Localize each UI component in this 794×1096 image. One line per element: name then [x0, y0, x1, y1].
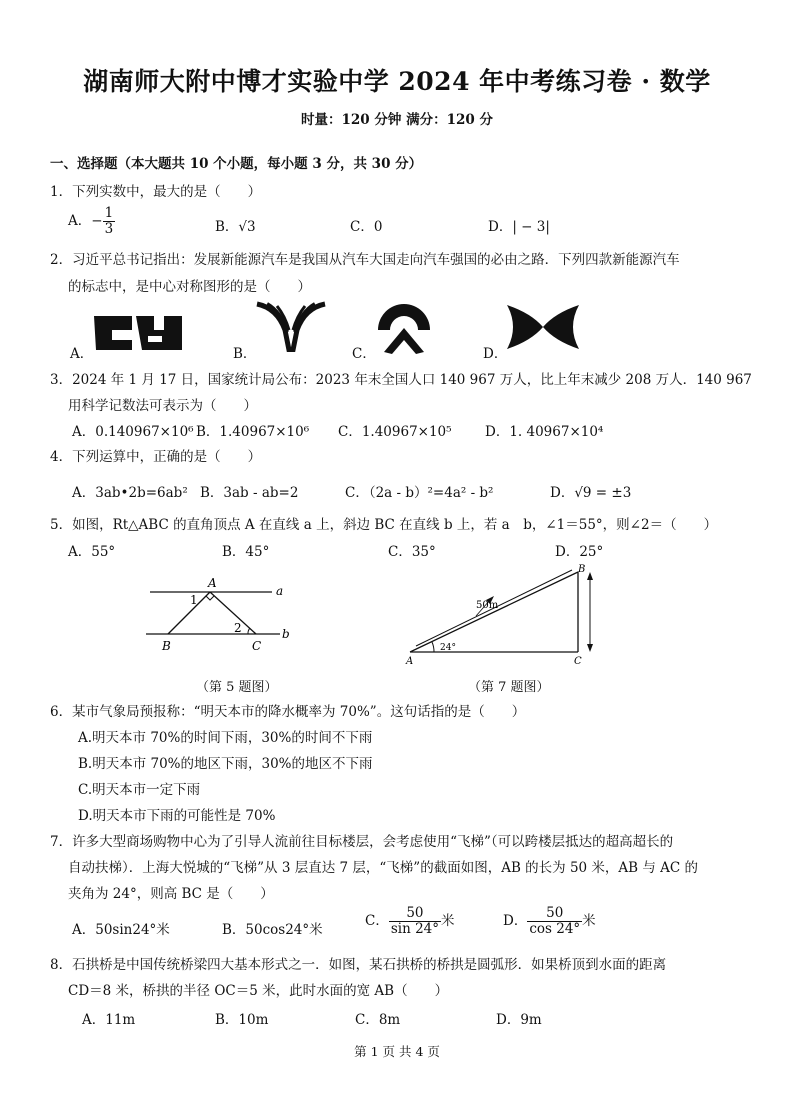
q6-option-c: C.明天本市一定下雨	[78, 782, 201, 798]
q8-stem-line1: 8．石拱桥是中国传统桥梁四大基本形式之一．如图，某石拱桥的桥拱是圆弧形．如果桥顶到水面的距离	[50, 957, 667, 973]
q2-option-c-label: C．	[352, 346, 376, 362]
q4-option-d: D．√9 = ±3	[550, 485, 632, 501]
q7-c-numerator: 50	[389, 906, 441, 922]
q8-option-a: A．11m	[82, 1012, 136, 1028]
q6-stem: 6．某市气象局预报称：“明天本市的降水概率为 70%”。这句话指的是（ ）	[50, 704, 526, 720]
page-title: 湖南师大附中博才实验中学 2024 年中考练习卷 · 数学	[83, 67, 711, 96]
q1-b-label: B．	[215, 219, 239, 235]
q3-option-b: B．1.40967×10⁶	[196, 424, 310, 440]
figure-7	[400, 560, 610, 666]
q7-option-c	[365, 906, 455, 937]
fig7-label-b-point: B	[578, 564, 586, 575]
logo-b-icon	[255, 300, 327, 352]
q2-stem-line1: 2．习近平总书记指出：发展新能源汽车是我国从汽车大国走向汽车强国的必由之路．下列四款新能源汽车	[50, 252, 680, 268]
q1-option-a	[68, 206, 115, 237]
q5-option-b: B．45°	[222, 544, 270, 560]
q7-option-d	[503, 906, 596, 937]
q4-stem: 4．下列运算中，正确的是（ ）	[50, 449, 262, 465]
logo-a-icon	[92, 312, 184, 354]
q1-a-fraction	[103, 206, 116, 237]
q8-option-d: D．9m	[496, 1012, 542, 1028]
q2-option-d-label: D．	[483, 346, 508, 362]
q7-option-b: B．50cos24°米	[222, 922, 323, 938]
q5-option-c: C．35°	[388, 544, 436, 560]
q5-option-a: A．55°	[68, 544, 116, 560]
fig7-label-a-point: A	[406, 656, 414, 666]
q8-stem-line2: CD＝8 米，桥拱的半径 OC＝5 米，此时水面的宽 AB（ ）	[68, 983, 449, 999]
q1-b-value: √3	[238, 219, 256, 235]
q1-a-sign: −	[91, 212, 103, 229]
q2-option-b-label: B．	[233, 346, 257, 362]
q1-a-label: A．	[68, 212, 92, 229]
logo-c-icon	[374, 302, 434, 356]
fig5-label-line-b: b	[282, 627, 290, 641]
q7-d-denominator: cos 24°	[529, 920, 581, 937]
logo-d-icon	[505, 303, 581, 351]
q7-c-denominator: sin 24°	[390, 920, 440, 937]
q7-d-label: D．	[503, 912, 528, 929]
q2-option-a-label: A．	[70, 346, 94, 362]
fig7-caption: （第 7 题图）	[468, 680, 550, 695]
q7-option-a: A．50sin24°米	[72, 922, 170, 938]
figure-5	[140, 570, 300, 655]
q3-stem-line2: 用科学记数法可表示为（ ）	[68, 398, 257, 414]
fig7-label-angle: 24°	[440, 643, 456, 653]
q7-stem-line2: 自动扶梯）．上海大悦城的“飞梯”从 3 层直达 7 层，“飞梯”的截面如图，AB 的长为 50 米，AB 与 AC 的	[68, 860, 699, 876]
fig7-label-length: 50m	[476, 600, 499, 611]
exam-meta: 时量：120 分钟 满分：120 分	[301, 112, 493, 128]
q6-option-a: A.明天本市 70%的时间下雨，30%的时间不下雨	[78, 730, 373, 746]
q1-option-c: C．0	[350, 219, 383, 235]
q7-d-fraction	[527, 906, 582, 937]
q1-stem: 1．下列实数中，最大的是（ ）	[50, 184, 262, 200]
q4-option-b: B．3ab - ab=2	[200, 485, 299, 501]
q6-option-d: D.明天本市下雨的可能性是 70%	[78, 808, 276, 824]
q1-option-b	[215, 215, 256, 235]
q1-a-denominator: 3	[104, 220, 114, 237]
q8-option-b: B．10m	[215, 1012, 269, 1028]
fig5-label-c-point: C	[252, 639, 262, 653]
q7-stem-line1: 7．许多大型商场购物中心为了引导人流前往目标楼层，会考虑使用“飞梯”（可以跨楼层抵达的超高超长的	[50, 834, 674, 850]
q4-option-a: A．3ab•2b=6ab²	[72, 485, 188, 501]
q7-d-unit: 米	[582, 912, 596, 929]
q5-option-d: D．25°	[555, 544, 604, 560]
fig5-label-a-point: A	[208, 576, 217, 590]
q3-stem-line1: 3．2024 年 1 月 17 日，国家统计局公布：2023 年末全国人口 140 967 万人，比上年末减少 208 万人．140 967	[50, 372, 752, 388]
q4-option-c: C．（2a - b）²=4a² - b²	[345, 485, 494, 501]
q7-c-label: C．	[365, 912, 389, 929]
q2-stem-line2: 的标志中，是中心对称图形的是（ ）	[68, 279, 311, 295]
fig7-label-c-point: C	[574, 656, 582, 666]
fig5-label-b-point: B	[162, 639, 171, 653]
fig5-label-angle-1: 1	[190, 593, 198, 607]
q8-option-c: C．8m	[355, 1012, 401, 1028]
q7-c-unit: 米	[441, 912, 455, 929]
q3-option-c: C．1.40967×10⁵	[338, 424, 452, 440]
q1-option-d: D．| − 3|	[488, 219, 550, 235]
fig5-label-angle-2: 2	[234, 621, 242, 635]
section-heading: 一、选择题（本大题共 10 个小题，每小题 3 分，共 30 分）	[50, 156, 423, 172]
q1-a-numerator: 1	[104, 205, 114, 221]
q7-d-numerator: 50	[527, 906, 582, 922]
page-number: 第 1 页 共 4 页	[354, 1044, 440, 1059]
q6-option-b: B.明天本市 70%的地区下雨，30%的地区不下雨	[78, 756, 373, 772]
fig5-caption: （第 5 题图）	[196, 680, 278, 695]
q3-option-a: A．0.140967×10⁶	[72, 424, 194, 440]
q7-stem-line3: 夹角为 24°，则高 BC 是（ ）	[68, 886, 274, 902]
q7-c-fraction	[389, 906, 441, 937]
q3-option-d: D．1. 40967×10⁴	[485, 424, 604, 440]
fig5-label-line-a: a	[276, 584, 284, 598]
q5-stem: 5．如图，Rt△ABC 的直角顶点 A 在直线 a 上，斜边 BC 在直线 b 上，若 a b，∠1＝55°，则∠2＝（ ）	[50, 517, 718, 533]
